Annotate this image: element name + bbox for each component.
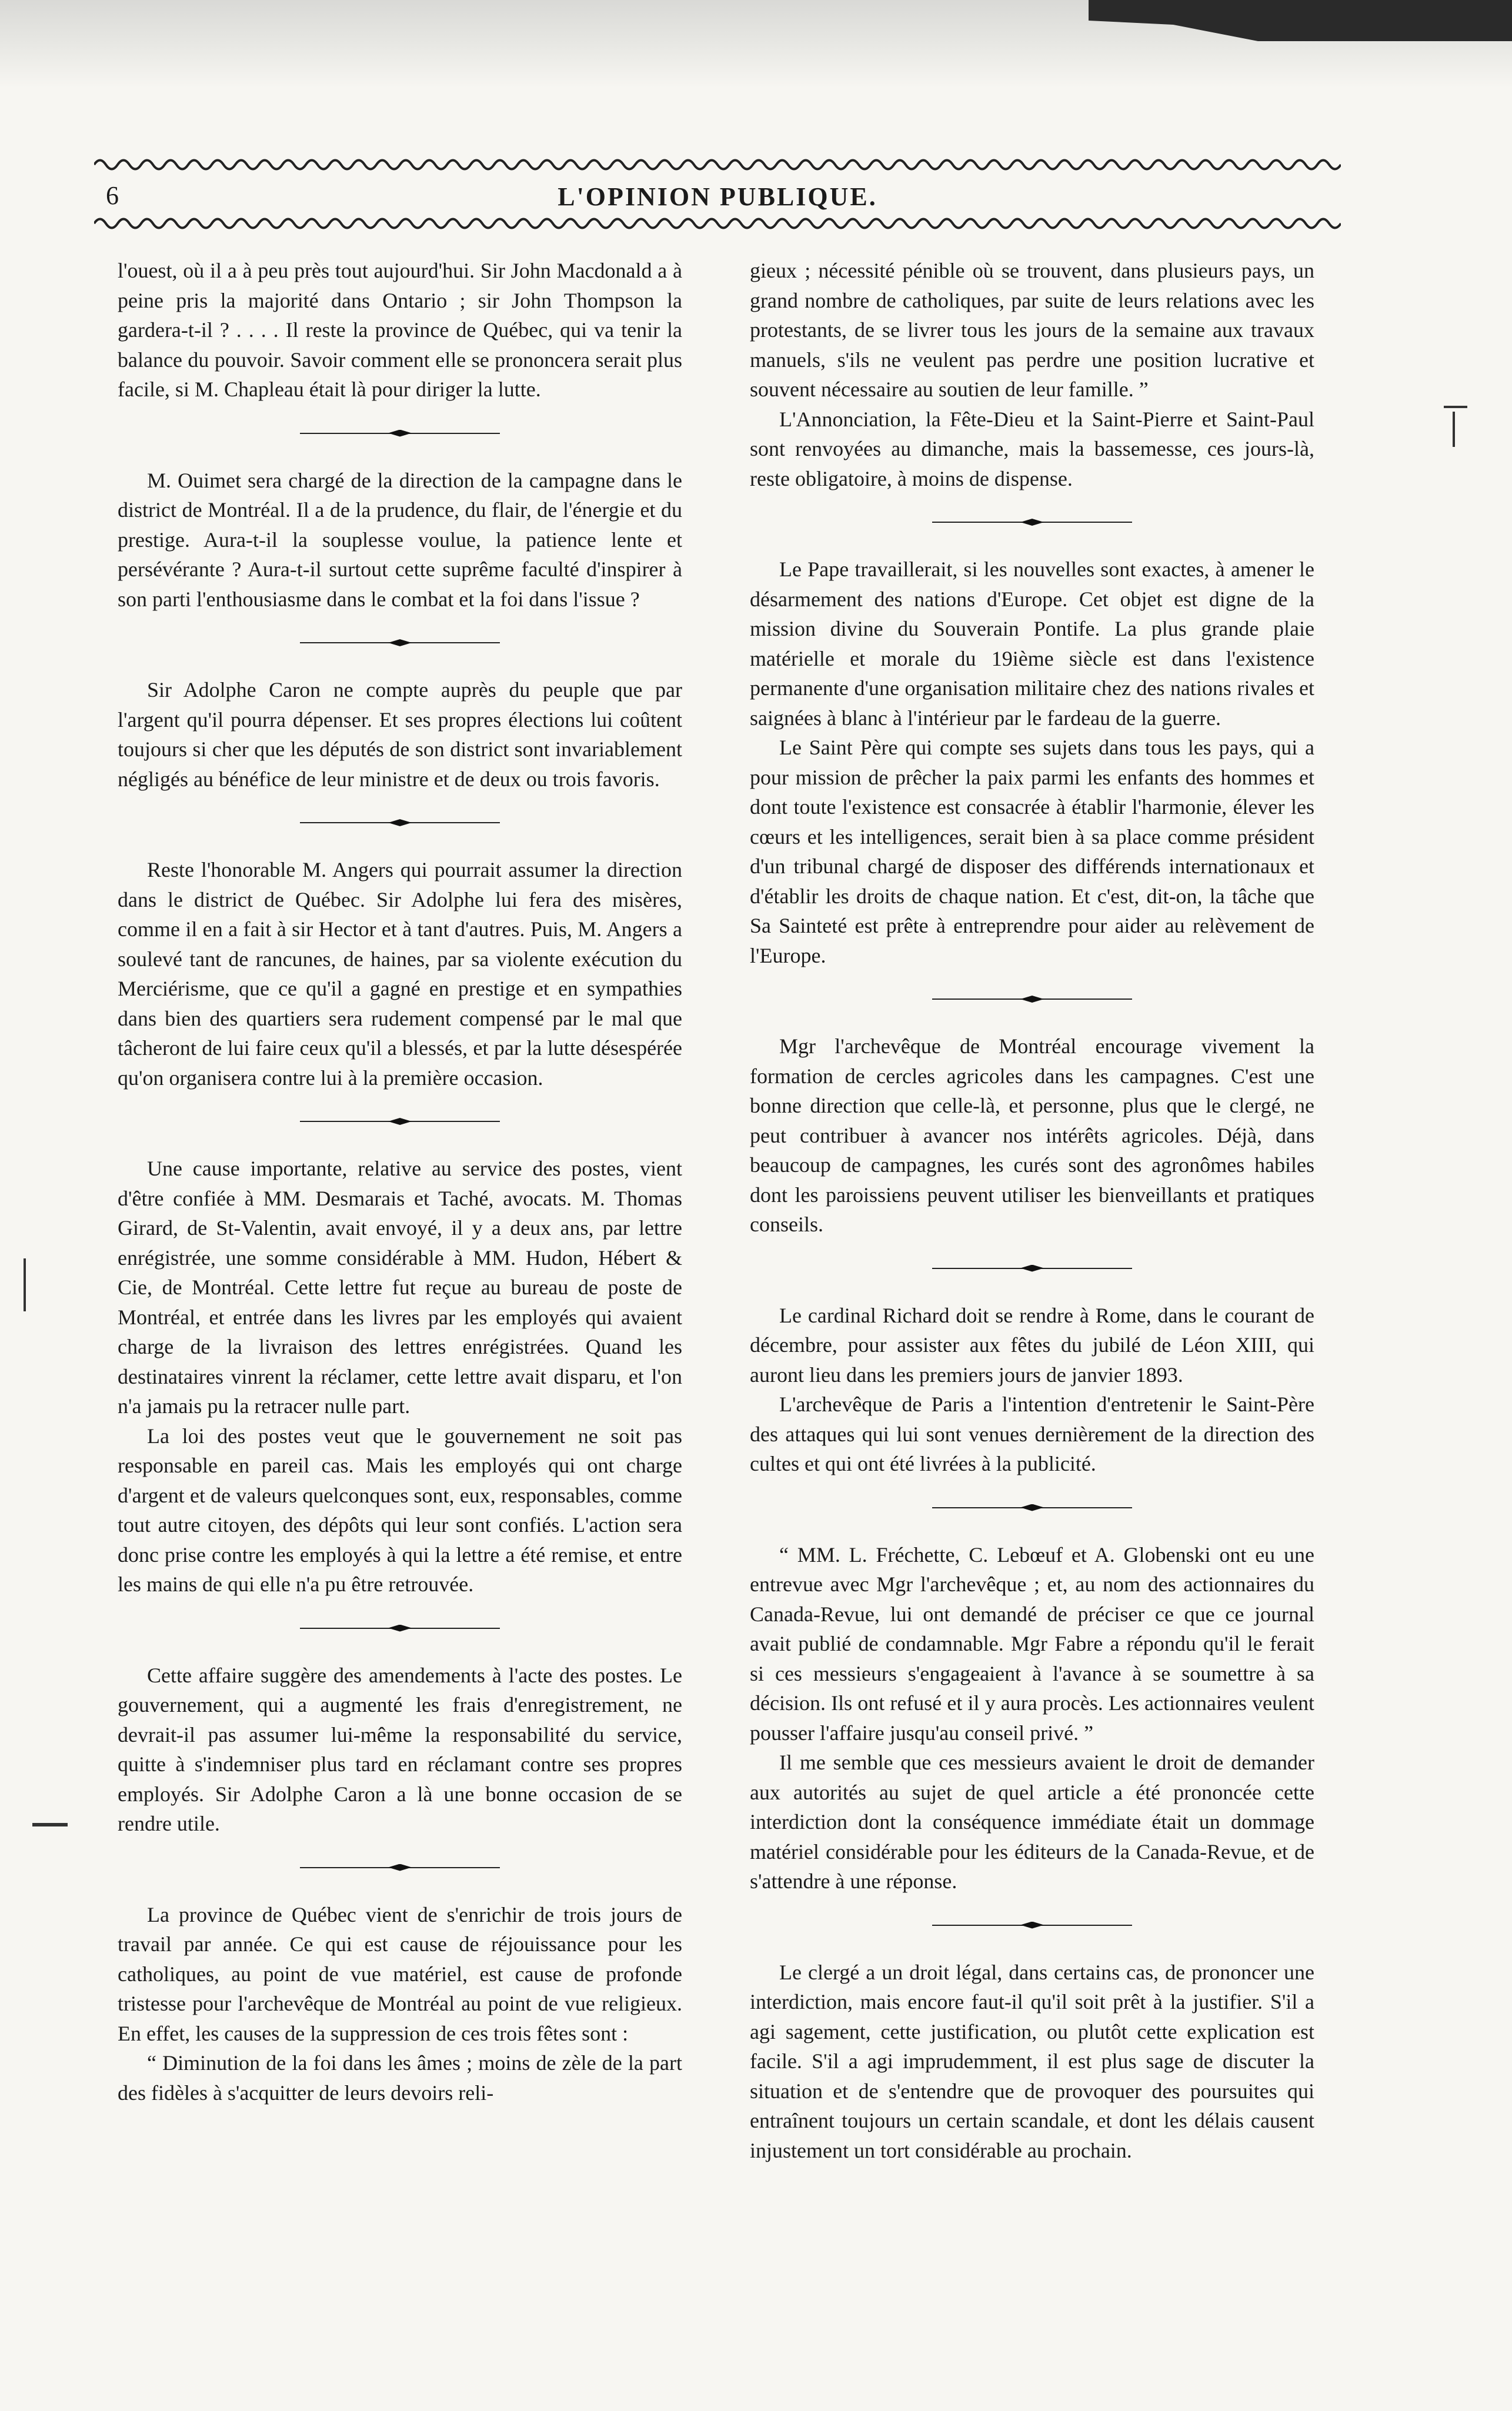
paragraph: Le cardinal Richard doit se rendre à Rome, dans le courant de décembre, pour assister aux fêtes du jubilé de Léon XIII, qui auront lieu dans les premiers jours de janvier 1893. (750, 1303, 1314, 1387)
margin-mark (1453, 412, 1455, 447)
article-columns (118, 256, 1335, 2337)
page-header (94, 156, 1341, 232)
paragraph: La loi des postes veut que le gouvernement ne soit pas responsable en pareil cas. Mais les employés qui ont charge d'argent et de valeurs quelconques sont, eux, responsables, comme tout autre citoyen, des dépôts qui leur sont confiés. L'action sera donc prise contre les employés à qui la lettre a été remise, et entre les mains de qui elle n'a pu être retrouvée. (118, 1424, 682, 1596)
paragraph: Le Pape travaillerait, si les nouvelles sont exactes, à amener le désarmement des nations d'Europe. Cet objet est digne de la mission divine du Souverain Pontife. La plus grande plaie matérielle et morale du 19ième siècle est dans l'existence permanente d'une organisation militaire chez des nations rivales et saignées à blanc à l'intérieur par le fardeau de la guerre. (750, 557, 1314, 730)
header-wavy-rule-bottom (94, 215, 1341, 232)
paragraph: Reste l'honorable M. Angers qui pourrait assumer la direction dans le district de Québec. Sir Adolphe lui fera des misères, comme il en a fait à sir Hector et à tant d'autres. Puis, M. Angers a soulevé tant de rancunes, de haines, par sa violente exécution du Merciérisme, que ce qu'il a gagné en prestige et en sympathies dans bien des quartiers sera rudement compensé par le mal que tâcheront de lui faire ceux qu'il a blessés, et par la lutte désespérée qu'on organisera contre lui à la première occasion. (118, 858, 682, 1090)
left-column (118, 256, 682, 2337)
paragraph: “ MM. L. Fréchette, C. Lebœuf et A. Globenski ont eu une entrevue avec Mgr l'archevêque ; et, au nom des actionnaires du Canada-Revue, lui ont demandé de préciser ce que ce journal avait publié de condamnable. Mgr Fabre a répondu qu'il le ferait si ces messieurs s'engageaient à l'avance à se soumettre à sa décision. Ils ont refusé et il y aura procès. Les actionnaires veulent pousser l'affaire jusqu'au conseil privé. ” (750, 1542, 1314, 1745)
paragraph: Le Saint Père qui compte ses sujets dans tous les pays, qui a pour mission de prêcher la paix parmi les enfants des hommes et dont toute l'existence est consacrée à établir l'harmonie, élever les cœurs et les intelligences, serait bien à sa place comme président d'un tribunal chargé de disposer des différends internationaux et d'établir les droits de chaque nation. Et c'est, dit-on, la tâche que Sa Sainteté est prête à entreprendre pour aider au relèvement de l'Europe. (750, 736, 1314, 967)
section-divider (300, 428, 500, 439)
margin-mark (32, 1823, 68, 1826)
section-divider (300, 1623, 500, 1634)
paragraph: La province de Québec vient de s'enrichir de trois jours de travail par année. Ce qui est cause de réjouissance pour les catholiques, au point de vue matériel, est cause de profonde tristesse pour l'archevêque de Montréal au point de vue religieux. En effet, les causes de la suppression de ces trois fêtes sont : (118, 1902, 682, 2045)
section-divider (300, 817, 500, 828)
page-number: 6 (106, 181, 119, 210)
paragraph: M. Ouimet sera chargé de la direction de la campagne dans le district de Montréal. Il a de la prudence, du flair, de l'énergie et du prestige. Aura-t-il la souplesse voulue, la patience lente et persévérante ? Aura-t-il surtout cette suprême faculté d'inspirer à son parti l'enthousiasme dans le combat et la foi dans l'issue ? (118, 468, 682, 611)
margin-mark (24, 1258, 26, 1311)
section-divider (932, 1502, 1132, 1513)
section-divider (932, 517, 1132, 527)
section-divider (300, 637, 500, 648)
margin-mark (1444, 406, 1467, 408)
paragraph: “ Diminution de la foi dans les âmes ; moins de zèle de la part des fidèles à s'acquitter de leurs devoirs reli- (118, 2051, 682, 2105)
paragraph: Sir Adolphe Caron ne compte auprès du peuple que par l'argent qu'il pourra dépenser. Et ses propres élections lui coûtent toujours si cher que les députés de son district sont invariablement négligés au bénéfice de leur ministre et de deux ou trois favoris. (118, 678, 682, 791)
paragraph: Mgr l'archevêque de Montréal encourage vivement la formation de cercles agricoles dans les campagnes. C'est une bonne direction que celle-là, et personne, plus que le clergé, ne peut contribuer à avancer nos intérêts agricoles. Déjà, dans beaucoup de campagnes, les curés sont des agronômes habiles dont les paroissiens peuvent utiliser les bienveillants et pratiques conseils. (750, 1034, 1314, 1236)
paragraph: Une cause importante, relative au service des postes, vient d'être confiée à MM. Desmarais et Taché, avocats. M. Thomas Girard, de St-Valentin, avait envoyé, il y a deux ans, par lettre enrégistrée, une somme considérable à MM. Hudon, Hébert & Cie, de Montréal. Cette lettre fut reçue au bureau de poste de Montréal, et entrée dans les livres par les employés qui avaient charge de la livraison des lettres enrégistrées. Quand les destinataires vinrent la réclamer, cette lettre avait disparu, et l'on n'a jamais pu la retracer nulle part. (118, 1157, 682, 1418)
section-divider (300, 1116, 500, 1127)
section-divider (932, 1920, 1132, 1931)
paragraph: Cette affaire suggère des amendements à l'acte des postes. Le gouvernement, qui a augmenté les frais d'enregistrement, ne devrait-il pas assumer lui-même la responsabilité du service, quitte à s'indemniser plus tard en réclamant contre ses propres employés. Sir Adolphe Caron a là une bonne occasion de se rendre utile. (118, 1663, 682, 1835)
section-divider (932, 1263, 1132, 1274)
paragraph: Le clergé a un droit légal, dans certains cas, de prononcer une interdiction, mais encore faut-il qu'il soit prêt à la justifier. S'il a agi sagement, cette justification, ou plutôt cette explication est facile. S'il a agi imprudemment, il est plus sage de discuter la situation et de s'entendre que de provoquer des poursuites qui entraînent toujours un certain scandale, et dont les délais causent injustement un tort considérable au prochain. (750, 1960, 1314, 2162)
section-divider (932, 994, 1132, 1004)
paragraph: l'ouest, où il a à peu près tout aujourd'hui. Sir John Macdonald a à peine pris la majorité dans Ontario ; sir John Thompson la gardera-t-il ? . . . . Il reste la province de Québec, qui va tenir la balance du pouvoir. Savoir comment elle se prononcera serait plus facile, si M. Chapleau était là pour diriger la lutte. (118, 259, 682, 401)
paragraph: Il me semble que ces messieurs avaient le droit de demander aux autorités au sujet de quel article a été prononcée cette interdiction dont la conséquence immédiate était un dommage matériel considérable pour les éditeurs de la Canada-Revue, et de s'attendre à une réponse. (750, 1751, 1314, 1893)
section-divider (300, 1862, 500, 1873)
paragraph: L'archevêque de Paris a l'intention d'entretenir le Saint-Père des attaques qui lui sont venues dernièrement de la direction des cultes et qui ont été livrées à la publicité. (750, 1392, 1314, 1475)
paragraph: gieux ; nécessité pénible où se trouvent, dans plusieurs pays, un grand nombre de catholiques, par suite de leurs relations avec les protestants, de se livrer tous les jours de la semaine aux travaux manuels, s'ils ne veulent pas perdre une position lucrative et souvent nécessaire au soutien de leur famille. ” (750, 259, 1314, 401)
page-title: L'OPINION PUBLIQUE. (558, 182, 877, 211)
header-wavy-rule-top (94, 156, 1341, 173)
paragraph: L'Annonciation, la Fête-Dieu et la Saint-Pierre et Saint-Paul sont renvoyées au dimanche, mais la bassemesse, ces jours-là, reste obligatoire, à moins de dispense. (750, 407, 1314, 490)
right-column (750, 256, 1314, 2337)
